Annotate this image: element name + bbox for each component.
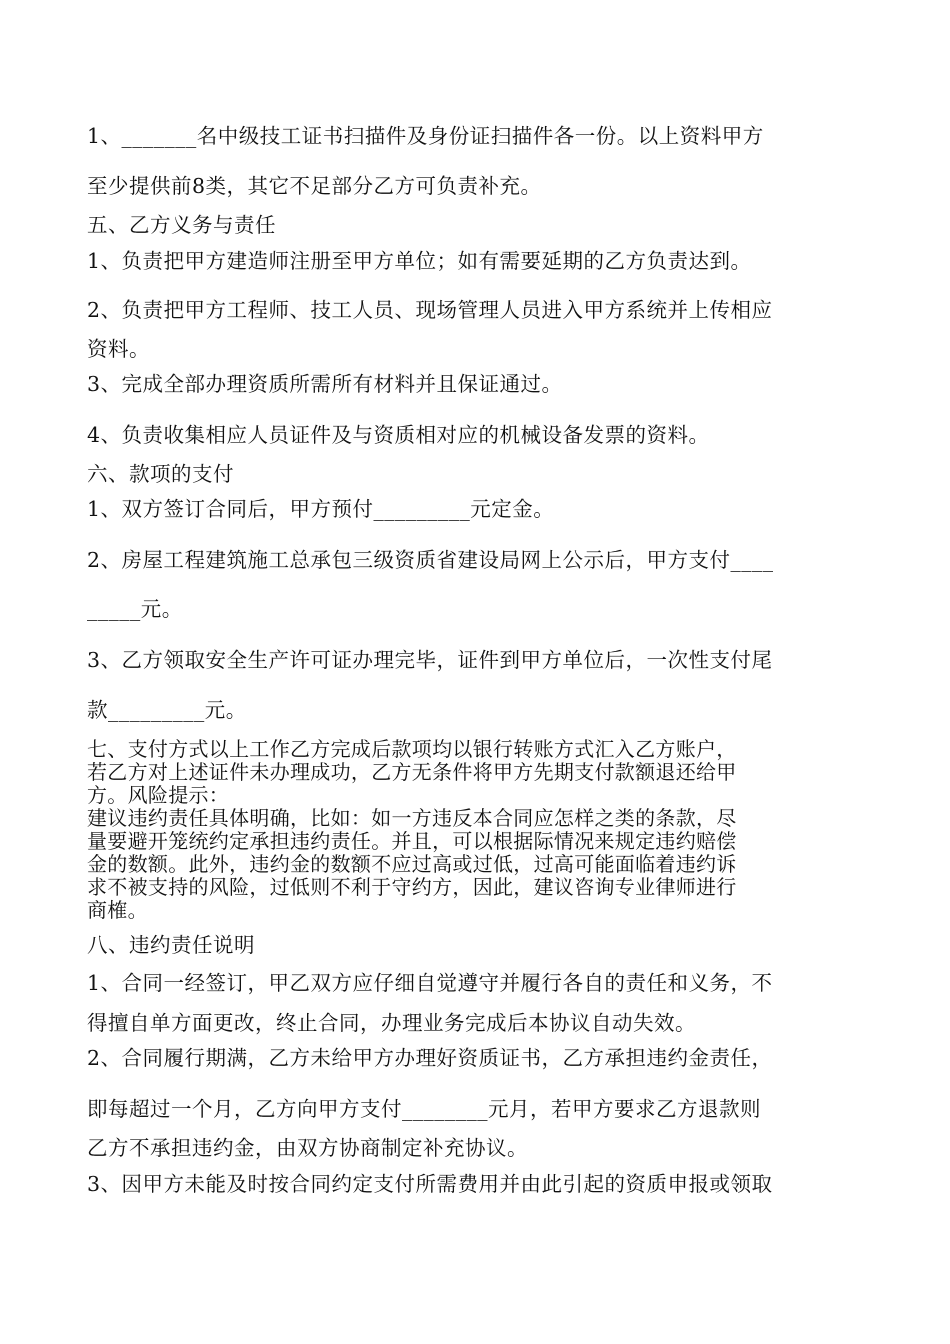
text-line: 4、负责收集相应人员证件及与资质相对应的机械设备发票的资料。 (87, 423, 710, 447)
text-line: 1、_______名中级技工证书扫描件及身份证扫描件各一份。以上资料甲方 (87, 124, 764, 148)
text-line: 3、完成全部办理资质所需所有材料并且保证通过。 (87, 372, 563, 396)
text-line: _____元。 (87, 597, 183, 621)
section-heading: 五、乙方义务与责任 (87, 213, 276, 237)
text-line: 建议违约责任具体明确，比如：如一方违反本合同应怎样之类的条款，尽 (87, 806, 737, 830)
text-line: 3、因甲方未能及时按合同约定支付所需费用并由此引起的资质申报或领取 (87, 1172, 773, 1196)
text-line: 款_________元。 (87, 698, 247, 722)
text-line: 资料。 (87, 337, 150, 361)
text-line: 若乙方对上述证件未办理成功，乙方无条件将甲方先期支付款额退还给甲 (87, 760, 737, 784)
text-line: 1、负责把甲方建造师注册至甲方单位；如有需要延期的乙方负责达到。 (87, 249, 752, 273)
text-line: 3、乙方领取安全生产许可证办理完毕，证件到甲方单位后，一次性支付尾 (87, 648, 773, 672)
section-heading: 八、违约责任说明 (87, 933, 255, 957)
text-line: 量要避开笼统约定承担违约责任。并且，可以根据际情况来规定违约赔偿 (87, 829, 737, 853)
text-line: 2、房屋工程建筑施工总承包三级资质省建设局网上公示后，甲方支付____ (87, 548, 774, 572)
section-heading: 七、支付方式以上工作乙方完成后款项均以银行转账方式汇入乙方账户， (87, 737, 737, 761)
text-line: 乙方不承担违约金，由双方协商制定补充协议。 (87, 1136, 528, 1160)
text-line: 金的数额。此外，违约金的数额不应过高或过低，过高可能面临着违约诉 (87, 852, 737, 876)
text-line: 即每超过一个月，乙方向甲方支付________元月，若甲方要求乙方退款则 (87, 1097, 761, 1121)
text-line: 至少提供前8类，其它不足部分乙方可负责补充。 (87, 174, 542, 198)
text-line: 得擅自单方面更改，终止合同，办理业务完成后本协议自动失效。 (87, 1011, 696, 1035)
text-line: 2、合同履行期满，乙方未给甲方办理好资质证书，乙方承担违约金责任， (87, 1046, 773, 1070)
text-line: 1、合同一经签订，甲乙双方应仔细自觉遵守并履行各自的责任和义务，不 (87, 971, 773, 995)
text-line: 商榷。 (87, 898, 148, 922)
text-line: 1、双方签订合同后，甲方预付_________元定金。 (87, 497, 555, 521)
text-line: 方。风险提示： (87, 783, 230, 807)
text-line: 2、负责把甲方工程师、技工人员、现场管理人员进入甲方系统并上传相应 (87, 298, 773, 322)
section-heading: 六、款项的支付 (87, 462, 234, 486)
text-line: 求不被支持的风险，过低则不利于守约方，因此，建议咨询专业律师进行 (87, 875, 737, 899)
